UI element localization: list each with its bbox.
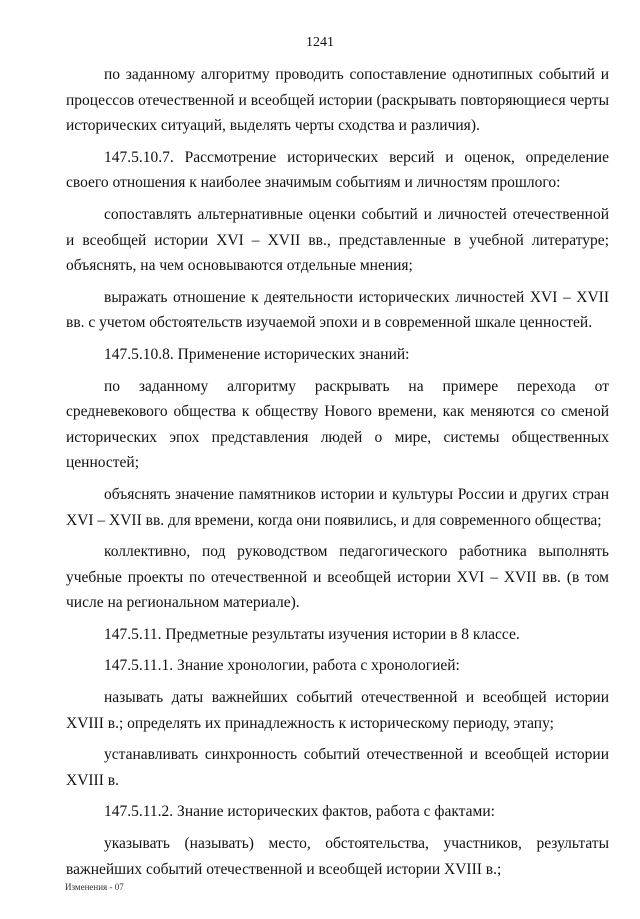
document-body — [66, 62, 609, 888]
paragraph: объяснять значение памятников истории и культуры России и других стран XVI – XVII вв. для времени, когда они появились, и для современного общества; — [66, 485, 609, 529]
paragraph: 147.5.10.7. Рассмотрение исторических версий и оценок, определение своего отношения к наиболее значимым событиям и личностям прошлого: — [66, 148, 609, 192]
page-number: 1241 — [306, 35, 334, 50]
paragraph: 147.5.11. Предметные результаты изучения истории в 8 классе. — [104, 625, 520, 643]
paragraph: сопоставлять альтернативные оценки событий и личностей отечественной и всеобщей истории XVI – XVII вв., представленные в учебной литературе; объяснять, на чем основываются отдельные мнения; — [66, 205, 609, 275]
paragraph: 147.5.11.1. Знание хронологии, работа с хронологией: — [104, 657, 460, 675]
paragraph: по заданному алгоритму раскрывать на примере перехода от средневекового общества к обществу Нового времени, как меняются со сменой исторических эпох представления людей о мире, системы общественных ценностей; — [66, 377, 609, 472]
paragraph: устанавливать синхронность событий отечественной и всеобщей истории XVIII в. — [66, 746, 609, 789]
paragraph: по заданному алгоритму проводить сопоставление однотипных событий и процессов отечественной и всеобщей истории (раскрывать повторяющиеся черты исторических ситуаций, выделять черты сходства и различия). — [66, 66, 609, 135]
footer-revision-note: Изменения - 07 — [65, 882, 124, 892]
paragraph: выражать отношение к деятельности исторических личностей XVI – XVII вв. с учетом обстоятельств изучаемой эпохи и в современной шкале ценностей. — [66, 288, 609, 332]
paragraph: 147.5.10.8. Применение исторических знаний: — [104, 345, 410, 363]
paragraph: называть даты важнейших событий отечественной и всеобщей истории XVIII в.; определять их принадлежность к историческому периоду, этапу; — [66, 689, 609, 732]
paragraph: коллективно, под руководством педагогического работника выполнять учебные проекты по отечественной и всеобщей истории XVI – XVII вв. (в том числе на региональном материале). — [66, 543, 609, 612]
paragraph: указывать (называть) место, обстоятельства, участников, результаты важнейших событий отечественной и всеобщей истории XVIII в.; — [66, 835, 609, 878]
paragraph: 147.5.11.2. Знание исторических фактов, работа с фактами: — [104, 803, 495, 821]
